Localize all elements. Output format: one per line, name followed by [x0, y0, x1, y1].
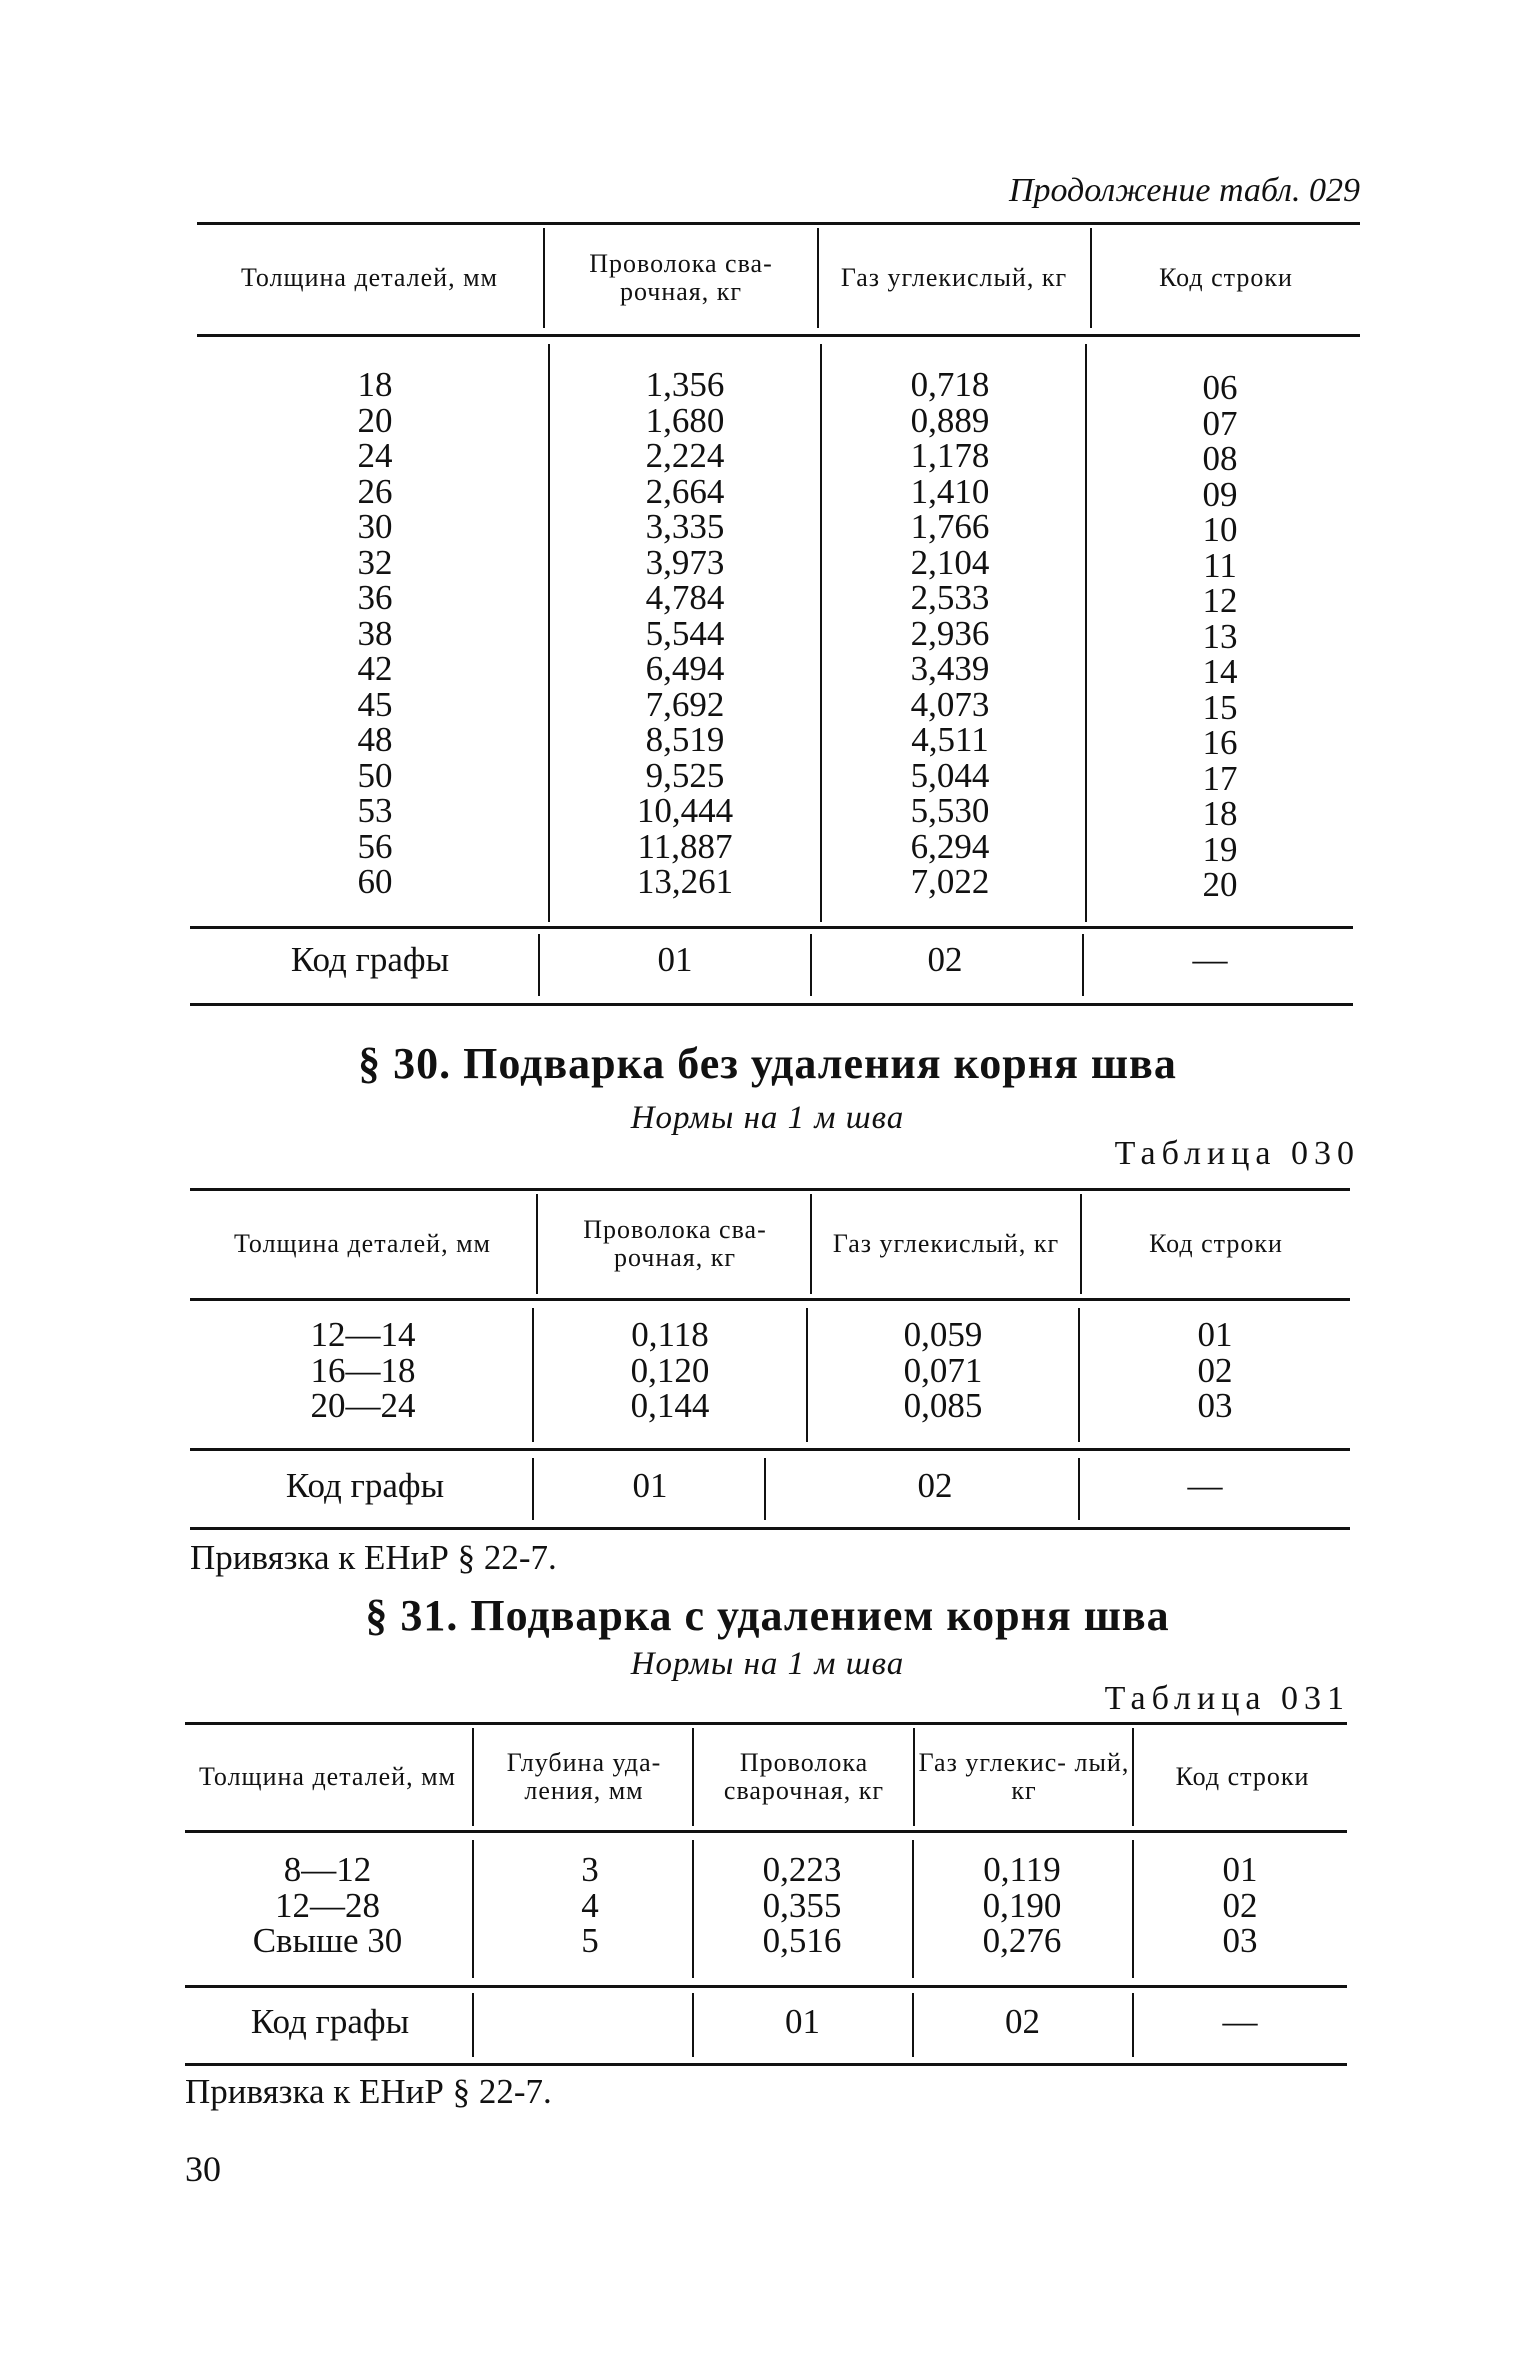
cell: 8,519 [645, 720, 725, 759]
column-wire [580, 367, 790, 900]
table-031-footer-divider [912, 1993, 914, 2057]
cell: 0,144 [630, 1386, 710, 1425]
cell: 3 [581, 1850, 599, 1889]
cell: 0,085 [903, 1386, 983, 1425]
cell: 0,118 [631, 1315, 709, 1354]
table-029-header-rule [197, 334, 1360, 337]
table-031-header-divider [1132, 1728, 1134, 1826]
column-row-code [1140, 1852, 1340, 1959]
footer-label: Код графы [250, 2002, 410, 2041]
cell: 13 [1202, 616, 1238, 656]
section-30-title: § 30. Подварка без удаления корня шва [358, 1039, 1177, 1088]
cell: 0,889 [910, 400, 990, 440]
table-030-column-divider [532, 1308, 534, 1442]
header-gas: Газ углекислый, кг [840, 263, 1068, 292]
table-030-footer-divider [1078, 1458, 1080, 1520]
table-031-header-divider [472, 1728, 474, 1826]
table-029-header-divider [543, 228, 545, 328]
table-030-header-divider [1080, 1194, 1082, 1294]
cell: 20 [357, 400, 393, 440]
header-row-code: Код строки [1159, 263, 1293, 292]
footer-code: 02 [1005, 2002, 1040, 2041]
header-gas: Газ углекислый, кг [832, 1229, 1060, 1258]
cell: 01 [1222, 1850, 1258, 1889]
section-31-reference: Привязка к ЕНиР § 22-7. [185, 2072, 552, 2111]
cell: 18 [357, 365, 393, 404]
cell: 4,511 [911, 720, 989, 759]
continuation-caption: Продолжение табл. 029 [1008, 172, 1360, 209]
cell: 5,044 [910, 755, 990, 795]
cell: 7,022 [910, 862, 990, 901]
table-031-top-rule [185, 1722, 1347, 1725]
cell: 4 [581, 1885, 599, 1925]
table-030-header-divider [810, 1194, 812, 1294]
cell: 09 [1202, 474, 1238, 514]
table-029-footer-divider [810, 934, 812, 996]
cell: 8—12 [283, 1850, 372, 1889]
footer-code: 01 [657, 940, 693, 979]
cell: 7,692 [645, 684, 725, 724]
table-030-body-rule [190, 1448, 1350, 1451]
cell: 03 [1197, 1386, 1233, 1425]
cell: 4,784 [645, 578, 725, 617]
cell: 16 [1202, 723, 1238, 762]
header-depth: Глубина уда- ления, мм [506, 1748, 662, 1805]
cell: 50 [357, 755, 393, 795]
header-thickness: Толщина деталей, мм [241, 263, 498, 292]
footer-code: 01 [632, 1466, 668, 1505]
cell: 3,335 [645, 507, 725, 546]
table-031-body-rule [185, 1985, 1347, 1988]
cell: 12 [1202, 581, 1238, 620]
table-031-footer-divider [1132, 1993, 1134, 2057]
cell: 1,356 [645, 365, 725, 404]
cell: 0,119 [983, 1850, 1061, 1889]
cell: 2,533 [910, 578, 990, 617]
footer-label: Код графы [285, 1466, 445, 1505]
footer-label: Код графы [290, 940, 450, 979]
cell: 5,530 [910, 791, 990, 830]
table-029-bottom-rule [190, 1003, 1353, 1006]
header-row-code: Код строки [1149, 1229, 1283, 1258]
cell: 17 [1202, 758, 1238, 798]
cell: 10,444 [636, 791, 734, 830]
header-thickness: Толщина деталей, мм [199, 1762, 456, 1791]
footer-code: — [1222, 2002, 1258, 2041]
cell: 2,104 [910, 542, 990, 582]
table-030-top-rule [190, 1188, 1350, 1191]
cell: 60 [357, 862, 393, 901]
cell: 0,059 [903, 1315, 983, 1354]
cell: 1,680 [645, 400, 725, 440]
cell: 42 [357, 649, 393, 688]
table-031-header-divider [913, 1728, 915, 1826]
table-031-column-divider [692, 1840, 694, 1978]
cell: 6,294 [910, 826, 990, 866]
table-031-header-rule [185, 1830, 1347, 1833]
column-thickness [200, 1852, 455, 1959]
cell: 45 [357, 684, 393, 724]
footer-code: 02 [927, 940, 963, 979]
cell: 2,936 [910, 613, 990, 653]
cell: 01 [1197, 1315, 1233, 1354]
column-row-code [1115, 1317, 1315, 1424]
cell: 5 [581, 1921, 599, 1960]
cell: 15 [1202, 687, 1238, 727]
cell: 02 [1222, 1885, 1258, 1925]
cell: 1,410 [910, 471, 990, 511]
table-029-column-divider [1085, 344, 1087, 922]
cell: 26 [357, 471, 393, 511]
cell: 0,120 [630, 1350, 710, 1390]
table-030-footer-divider [532, 1458, 534, 1520]
table-029-header-divider [817, 228, 819, 328]
cell: 12—14 [310, 1315, 416, 1354]
cell: 48 [357, 720, 393, 759]
table-031-column-divider [472, 1840, 474, 1978]
cell: 20 [1202, 865, 1238, 904]
cell: 53 [357, 791, 393, 830]
table-030-header-divider [536, 1194, 538, 1294]
cell: 3,973 [645, 542, 725, 582]
cell: 32 [357, 542, 393, 582]
table-030-column-divider [806, 1308, 808, 1442]
cell: 0,718 [910, 365, 990, 404]
table-029-column-divider [548, 344, 550, 922]
table-029-header-divider [1090, 228, 1092, 328]
cell: 0,071 [903, 1350, 983, 1390]
column-depth [490, 1852, 690, 1959]
header-wire: Проволока сва- рочная, кг [583, 1215, 767, 1272]
cell: 0,190 [982, 1885, 1062, 1925]
table-030-label: Таблица 030 [1114, 1135, 1360, 1172]
column-row-code [1120, 370, 1320, 903]
cell: 0,276 [982, 1921, 1062, 1960]
cell: 6,494 [645, 649, 725, 688]
table-029-top-rule [197, 222, 1360, 225]
cell: 0,223 [762, 1850, 842, 1889]
column-thickness [270, 367, 480, 900]
cell: 12—28 [275, 1885, 380, 1925]
header-thickness: Толщина деталей, мм [234, 1229, 491, 1258]
cell: 2,664 [645, 471, 725, 511]
header-gas: Газ углекис- лый, кг [918, 1748, 1130, 1805]
cell: 16—18 [310, 1350, 416, 1390]
column-wire [565, 1317, 775, 1424]
cell: 0,355 [762, 1885, 842, 1925]
cell: 03 [1222, 1921, 1258, 1960]
table-031-label: Таблица 031 [1104, 1680, 1350, 1717]
cell: 5,544 [645, 613, 725, 653]
cell: 38 [357, 613, 393, 653]
table-031-footer-divider [472, 1993, 474, 2057]
cell: 06 [1202, 368, 1238, 407]
cell: 13,261 [636, 862, 734, 901]
footer-code: — [1187, 1466, 1223, 1505]
table-031-column-divider [912, 1840, 914, 1978]
column-gas [838, 1317, 1048, 1424]
cell: 08 [1202, 439, 1238, 478]
page-number: 30 [185, 2149, 221, 2189]
table-030-footer-divider [764, 1458, 766, 1520]
cell: 24 [357, 436, 393, 475]
cell: 11,887 [637, 826, 733, 866]
cell: 36 [357, 578, 393, 617]
table-031-column-divider [1132, 1840, 1134, 1978]
table-029-body-rule [190, 926, 1353, 929]
cell: 18 [1202, 794, 1238, 833]
table-031-header-divider [692, 1728, 694, 1826]
cell: 1,766 [910, 507, 990, 546]
cell: 1,178 [910, 436, 990, 475]
header-row-code: Код строки [1175, 1762, 1310, 1791]
cell: 19 [1202, 829, 1238, 869]
column-gas [845, 367, 1055, 900]
table-030-header-rule [190, 1298, 1350, 1301]
cell: 11 [1203, 545, 1237, 585]
cell: 56 [357, 826, 393, 866]
cell: 0,516 [762, 1921, 842, 1960]
section-30-norms: Нормы на 1 м шва [630, 1100, 905, 1136]
table-030-column-divider [1078, 1308, 1080, 1442]
cell: 20—24 [310, 1386, 416, 1425]
header-wire: Проволока сварочная, кг [723, 1748, 885, 1805]
cell: 4,073 [910, 684, 990, 724]
table-029-footer-divider [538, 934, 540, 996]
table-029-footer-divider [1082, 934, 1084, 996]
table-030-bottom-rule [190, 1527, 1350, 1530]
section-31-title: § 31. Подварка с удалением корня шва [365, 1591, 1170, 1640]
cell: 30 [357, 507, 393, 546]
table-029-column-divider [820, 344, 822, 922]
table-031-bottom-rule [185, 2063, 1347, 2066]
cell: 02 [1197, 1350, 1233, 1390]
cell: 14 [1202, 652, 1238, 691]
footer-code: — [1192, 940, 1228, 979]
footer-code: 02 [917, 1466, 953, 1505]
cell: 2,224 [645, 436, 725, 475]
column-wire [702, 1852, 902, 1959]
cell: 9,525 [645, 755, 725, 795]
section-30-reference: Привязка к ЕНиР § 22-7. [190, 1538, 557, 1577]
cell: Свыше 30 [252, 1921, 403, 1960]
column-thickness [243, 1317, 483, 1424]
cell: 07 [1202, 403, 1238, 443]
column-gas [922, 1852, 1122, 1959]
section-31-norms: Нормы на 1 м шва [630, 1646, 905, 1682]
footer-code: 01 [785, 2002, 820, 2041]
table-031-footer-divider [692, 1993, 694, 2057]
header-wire: Проволока сва- рочная, кг [589, 249, 773, 306]
cell: 3,439 [910, 649, 990, 688]
cell: 10 [1202, 510, 1238, 549]
